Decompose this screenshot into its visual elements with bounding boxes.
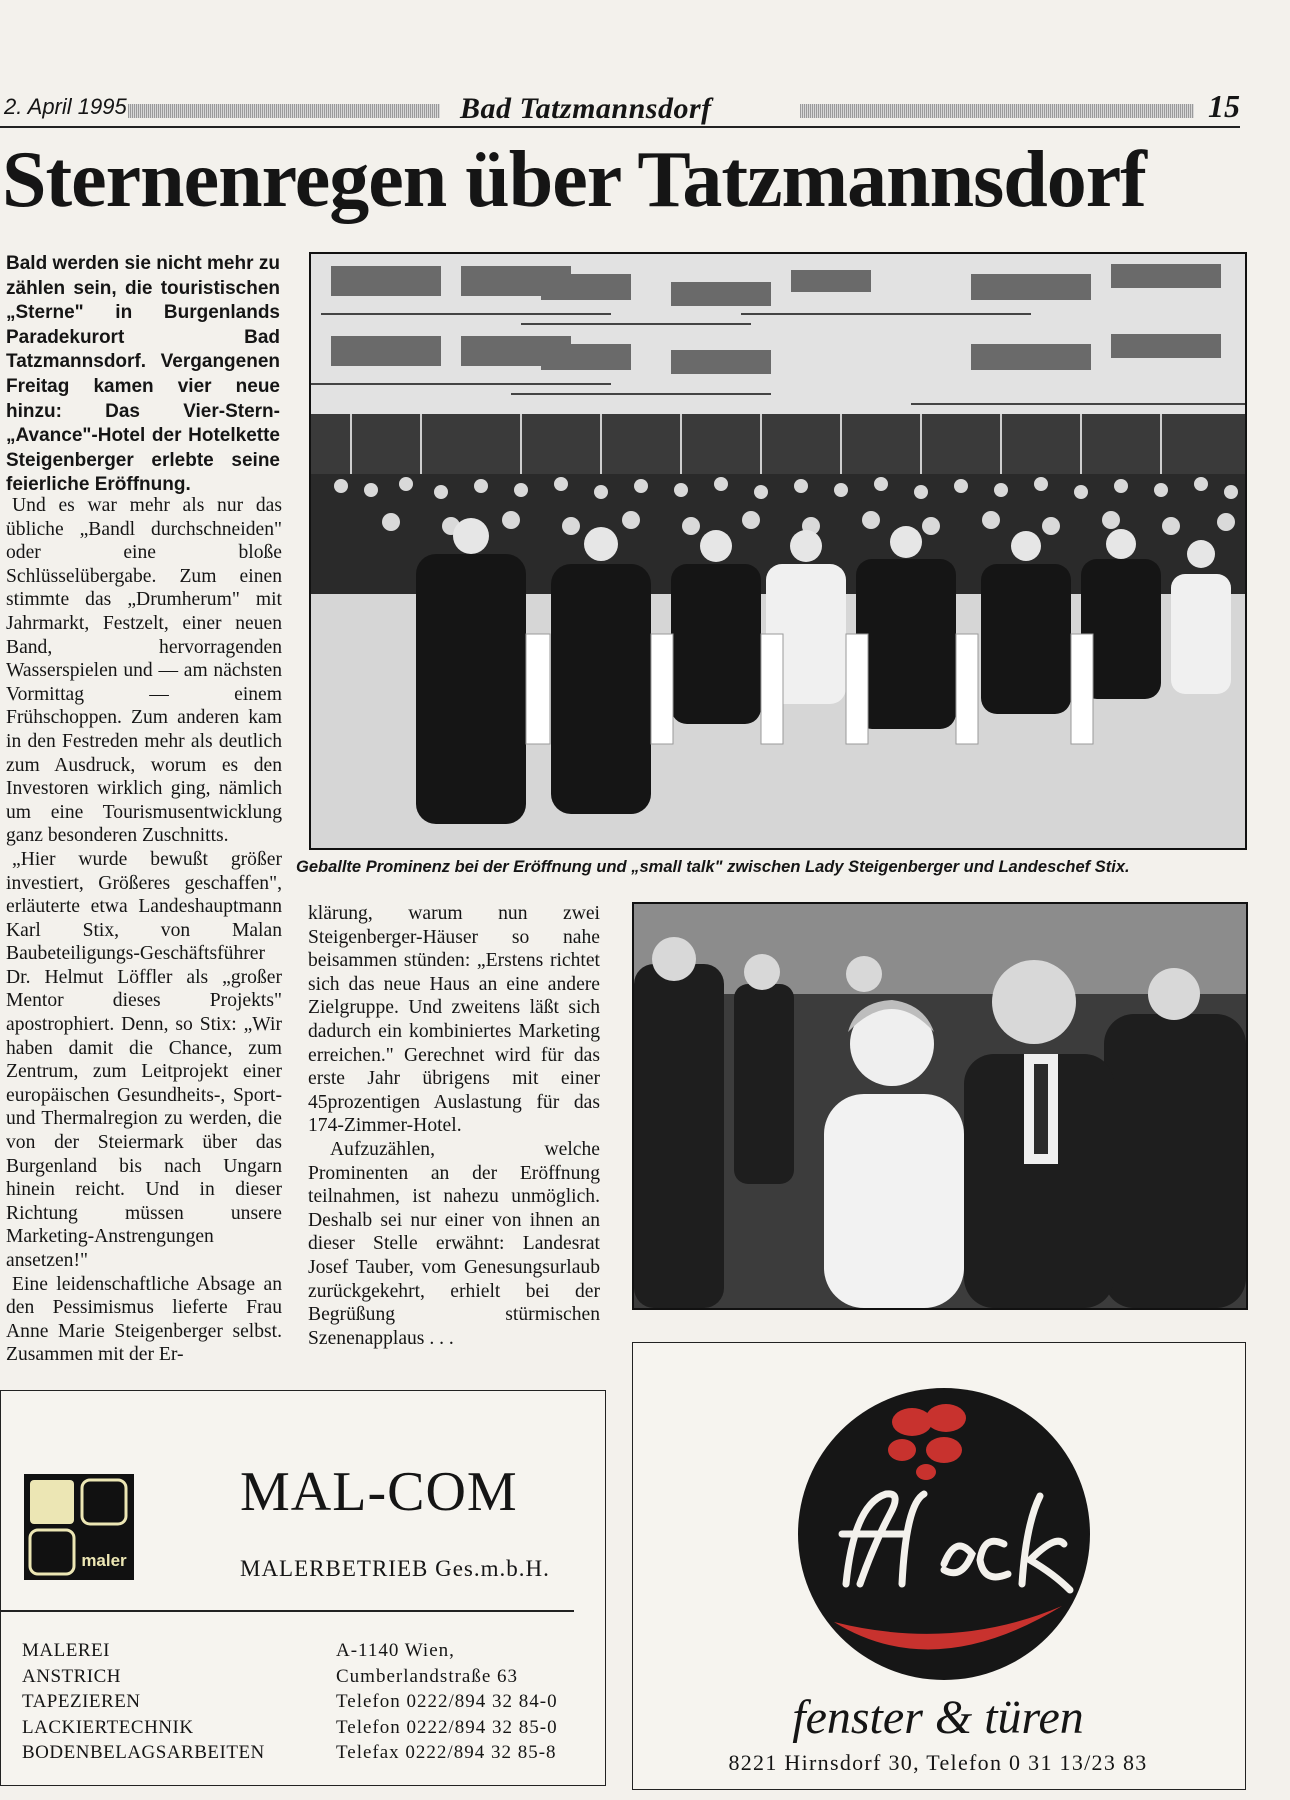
opening-ceremony-illustration (311, 254, 1245, 848)
malcom-service: LACKIERTECHNIK (22, 1716, 194, 1738)
fleck-logo (794, 1384, 1094, 1684)
page-number: 15 (1208, 88, 1240, 124)
small-talk-photo (632, 902, 1248, 1310)
article-paragraph: „Hier wurde bewußt größer investiert, Größeres geschaffen", erläuterte etwa Landeshauptmann Karl Stix, von Malan Baubeteiligungs-Geschäftsführer Dr. Helmut Löffler als „großer Mentor dieses Projekts" apostrophiert. Denn, so Stix: „Wir haben damit die Chance, zum Zentrum, zum Leitprojekt einer europäischen Gesundheits-, Sport- und Thermalregion zu werden, die von der Steiermark über das Burgenland bis nach Ungarn hinein reicht. Und in dieser Richtung müssen unsere Marketing-Anstrengungen ansetzen!" (6, 848, 282, 1271)
paper-name: Bad Tatzmannsdorf (460, 92, 712, 125)
malcom-services-list (22, 1638, 265, 1766)
article-paragraph: Aufzuzählen, welche Prominenten an der Eröffnung teilnahmen, ist nahezu unmöglich. Deshalb sei nur einer von ihnen an dieser Stelle erwähnt: Landesrat Josef Tauber, vom Genesungsurlaub zurückgekehrt, erhielt bei der Begrüßung stürmischen Szenenapplaus . . . (308, 1138, 600, 1349)
fleck-address: 8221 Hirnsdorf 30, Telefon 0 31 13/23 83 (728, 1750, 1148, 1775)
malcom-contact (336, 1638, 558, 1766)
issue-date: 2. April 1995 (4, 94, 127, 119)
article-paragraph: Eine leidenschaftliche Absage an den Pessimismus lieferte Frau Anne Marie Steigenberger selbst. Zusammen mit der Er- (6, 1273, 282, 1366)
maler-logo-text: maler (81, 1551, 127, 1570)
header-rule-left (128, 104, 440, 118)
article-paragraph: Und es war mehr als nur das übliche „Bandl durchschneiden" oder eine bloße Schlüsselübergabe. Zum einen stimmte das „Drumherum" mit Jahrmarkt, Festzelt, einer neuen Band, hervorragenden Wasserspielen und — am nächsten Vormittag — einem Frühschoppen. Zum anderen kam in den Festreden mehr als deutlich zum Ausdruck, worum es den Investoren wirklich ging, nämlich um eine Tourismusentwicklung ganz besonderen Zuschnitts. (6, 495, 282, 847)
small-talk-illustration (634, 904, 1246, 1308)
malcom-service: BODENBELAGSARBEITEN (22, 1742, 265, 1763)
article-paragraph: klärung, warum nun zwei Steigenberger-Häuser so nahe beisammen stünden: „Erstens richtet sich das neue Haus an eine andere Zielgruppe. Und zweitens läßt sich dadurch ein kombiniertes Marketing erreichen." Gerechnet wird für das erste Jahr übrigens mit einer 45prozentigen Auslastung für das 174-Zimmer-Hotel. (308, 903, 600, 1137)
malcom-service: TAPEZIEREN (22, 1691, 141, 1712)
malcom-company-type: MALERBETRIEB Ges.m.b.H. (240, 1556, 550, 1581)
headline: Sternenregen über Tatzmannsdorf (2, 136, 1146, 224)
header-rule-right (800, 104, 1194, 118)
fleck-tagline: fenster & türen (792, 1691, 1084, 1744)
malcom-service: MALEREI (22, 1640, 110, 1661)
fleck-logo-mark (794, 1384, 1094, 1684)
maler-logo-icon (24, 1474, 134, 1580)
malcom-fax-line: Telefax 0222/894 32 85-8 (336, 1742, 557, 1763)
opening-ceremony-photo (309, 252, 1247, 850)
article-column-1 (6, 494, 282, 1370)
malcom-phone-line: Telefon 0222/894 32 85-0 (336, 1716, 558, 1738)
photo-caption: Geballte Prominenz bei der Eröffnung und „small talk" zwischen Lady Steigenberger und Landeschef Stix. (296, 858, 1130, 876)
article-lead: Bald werden sie nicht mehr zu zählen sein, die touristischen „Sterne" in Burgenlands Paradekurort Bad Tatzmannsdorf. Vergangenen Freitag kamen vier neue hinzu: Das Vier-Stern-„Avance"-Hotel der Hotelkette Steigenberger erlebte seine feierliche Eröffnung. (6, 253, 280, 496)
article-column-2 (308, 902, 600, 1370)
malcom-logo (24, 1474, 134, 1580)
malcom-address-line: A-1140 Wien, (336, 1640, 455, 1661)
header-divider (0, 126, 1240, 128)
malcom-phone-line: Telefon 0222/894 32 84-0 (336, 1691, 558, 1712)
malcom-service: ANSTRICH (22, 1665, 122, 1687)
malcom-divider (0, 1610, 574, 1612)
malcom-address-line: Cumberlandstraße 63 (336, 1665, 519, 1687)
malcom-company-name: MAL-COM (240, 1461, 518, 1523)
